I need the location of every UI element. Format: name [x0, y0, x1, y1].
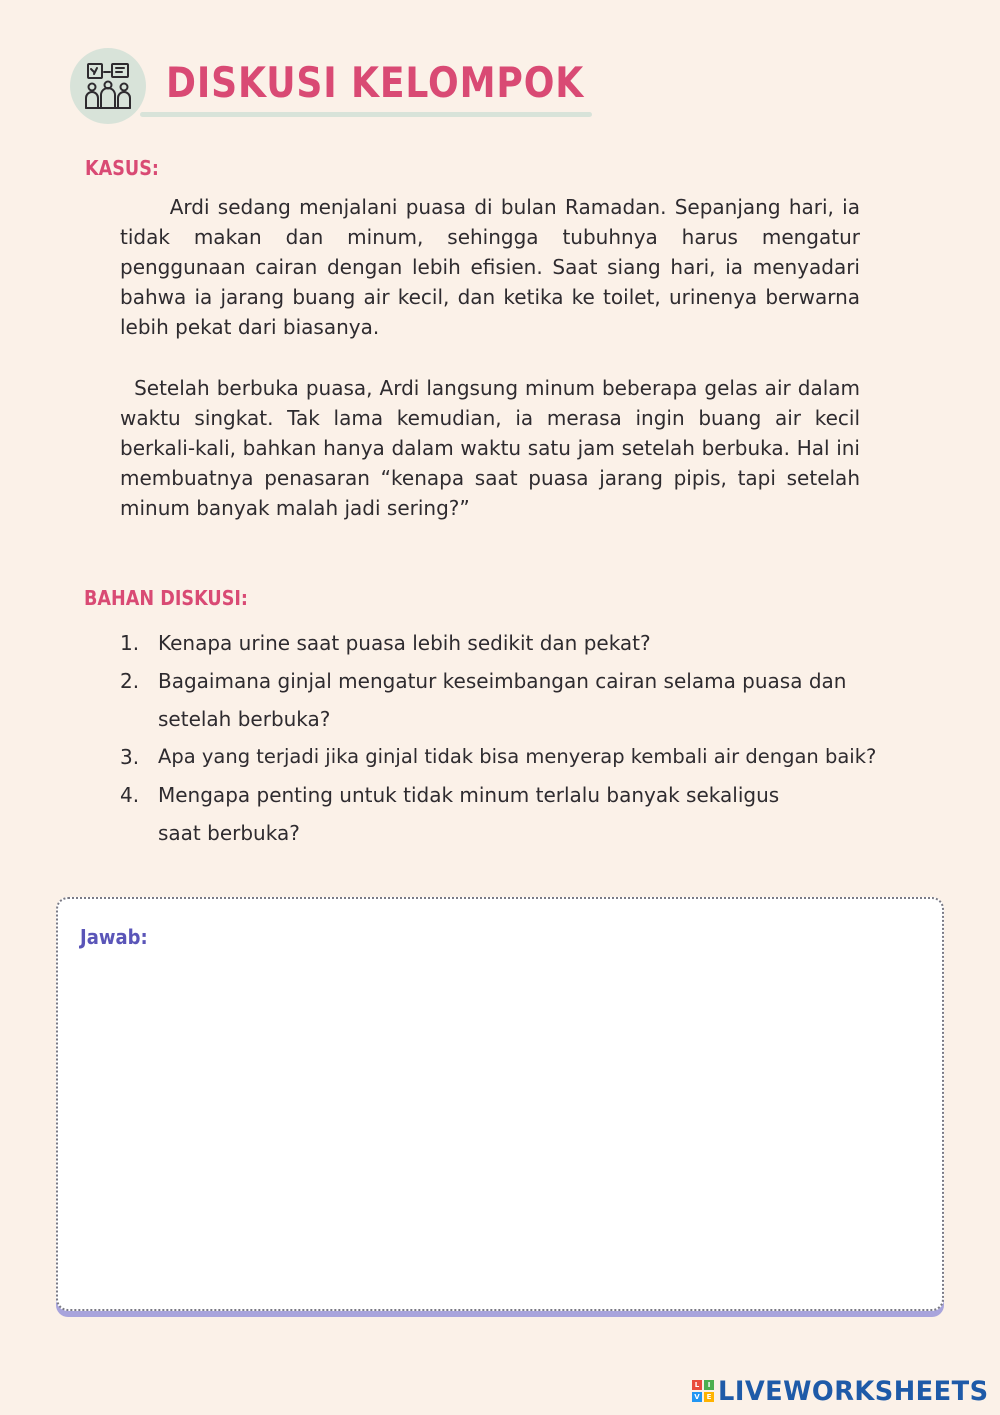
question-text: Kenapa urine saat puasa lebih sedikit dan pekat?	[158, 631, 651, 655]
question-number: 4.	[120, 783, 140, 807]
question-text: Apa yang terjadi jika ginjal tidak bisa menyerap kembali air dengan baik?	[158, 745, 877, 768]
brand-name: LIVEWORKSHEETS	[718, 1375, 989, 1407]
liveworksheets-icon	[692, 1380, 714, 1402]
logo-letter: E	[704, 1392, 714, 1402]
question-list	[120, 624, 910, 852]
bahan-diskusi-label: BAHAN DISKUSI:	[84, 586, 248, 610]
footer-logo	[692, 1372, 1000, 1410]
answer-box[interactable]	[56, 897, 944, 1311]
answer-label: Jawab:	[80, 925, 148, 949]
kasus-paragraph-1: Ardi sedang menjalani puasa di bulan Ramadan. Sepanjang hari, ia tidak makan dan minum, sehingga tubuhnya harus mengatur penggunaan cairan dengan lebih efisien. Saat siang hari, ia menyadari bahwa ia jarang buang air kecil, dan ketika ke toilet, urinenya berwarna lebih pekat dari biasanya.	[120, 195, 860, 339]
question-number: 2.	[120, 669, 140, 693]
page-title: DISKUSI KELOMPOK	[166, 58, 585, 107]
question-number: 3.	[120, 745, 140, 769]
group-discussion-icon	[82, 60, 134, 112]
list-item	[120, 776, 910, 852]
question-text: Mengapa penting untuk tidak minum terlalu banyak sekaligus saat berbuka?	[158, 783, 780, 845]
question-text: Bagaimana ginjal mengatur keseimbangan cairan selama puasa dan setelah berbuka?	[158, 669, 847, 731]
logo-letter: I	[704, 1380, 714, 1390]
icon-badge	[70, 48, 146, 124]
list-item	[120, 624, 910, 662]
list-item	[120, 738, 910, 776]
logo-letter: L	[692, 1380, 702, 1390]
question-number: 1.	[120, 631, 140, 655]
title-underline	[140, 112, 592, 117]
kasus-label: KASUS:	[85, 156, 159, 180]
list-item	[120, 662, 910, 738]
header	[70, 48, 600, 128]
logo-letter: V	[692, 1392, 702, 1402]
kasus-paragraph-2: Setelah berbuka puasa, Ardi langsung minum beberapa gelas air dalam waktu singkat. Tak lama kemudian, ia merasa ingin buang air kecil berkali-kali, bahkan hanya dalam waktu satu jam setelah berbuka. Hal ini membuatnya penasaran “kenapa saat puasa jarang pipis, tapi setelah minum banyak malah jadi sering?”	[120, 376, 860, 520]
